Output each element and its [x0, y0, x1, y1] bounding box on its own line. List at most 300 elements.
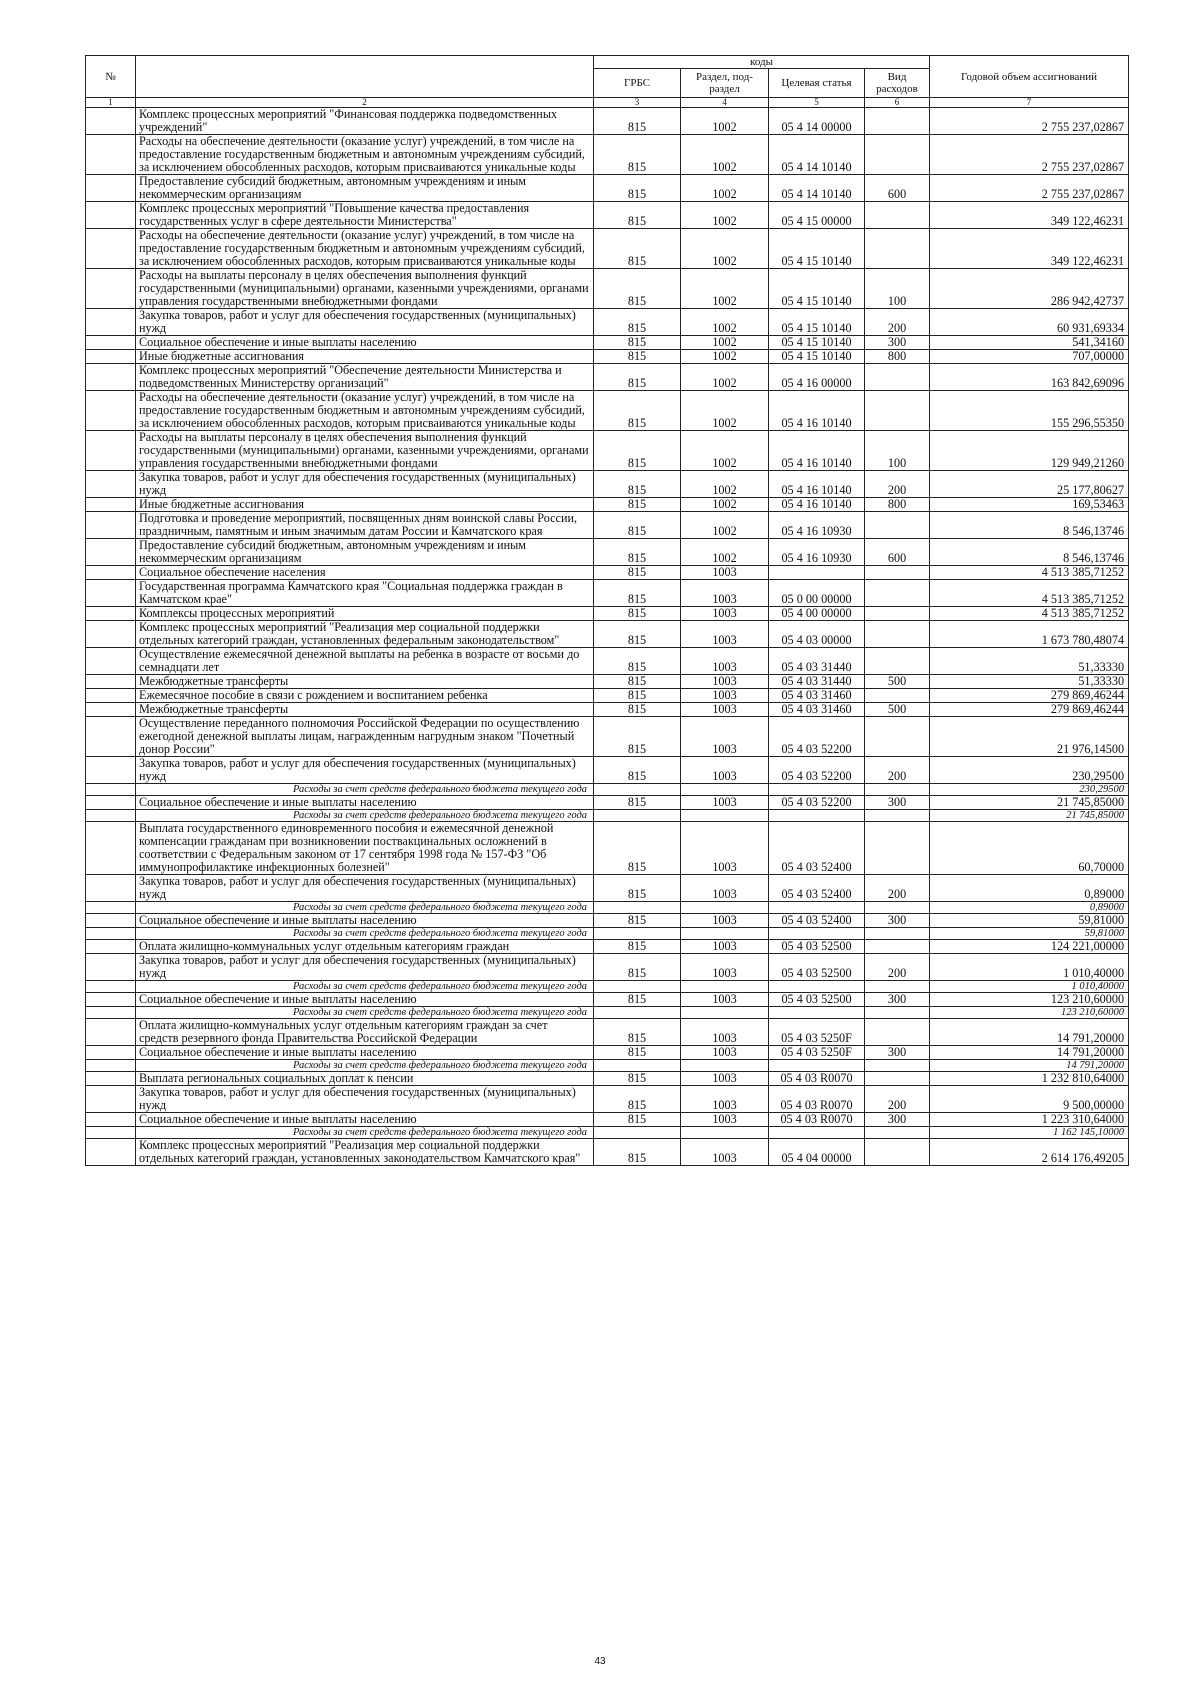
row-vid-rashodov — [865, 1007, 930, 1019]
row-number-cell — [86, 202, 136, 229]
row-razdel: 1003 — [681, 914, 769, 928]
row-annual-sum: 8 546,13746 — [930, 539, 1129, 566]
header-col-7: 7 — [930, 98, 1129, 108]
row-celevaya-statya: 05 4 03 R0070 — [769, 1072, 865, 1086]
table-header — [86, 56, 1129, 108]
row-celevaya-statya: 05 4 03 52200 — [769, 796, 865, 810]
row-name: Закупка товаров, работ и услуг для обеспечения государственных (муниципальных) нужд — [136, 757, 594, 784]
row-annual-sum: 1 010,40000 — [930, 954, 1129, 981]
row-celevaya-statya: 05 4 03 52500 — [769, 993, 865, 1007]
row-annual-sum: 349 122,46231 — [930, 202, 1129, 229]
row-grbs: 815 — [594, 1019, 681, 1046]
table-row — [86, 607, 1129, 621]
row-razdel — [681, 784, 769, 796]
row-name: Социальное обеспечение и иные выплаты населению — [136, 1113, 594, 1127]
row-number-cell — [86, 229, 136, 269]
row-grbs: 815 — [594, 512, 681, 539]
row-number-cell — [86, 822, 136, 875]
row-grbs: 815 — [594, 940, 681, 954]
row-annual-sum: 123 210,60000 — [930, 993, 1129, 1007]
header-col-4: 4 — [681, 98, 769, 108]
row-vid-rashodov: 300 — [865, 1046, 930, 1060]
row-number-cell — [86, 875, 136, 902]
row-grbs: 815 — [594, 269, 681, 309]
header-name-blank — [136, 56, 594, 98]
table-row — [86, 431, 1129, 471]
row-name: Комплекс процессных мероприятий "Реализация мер социальной поддержки отдельных категорий граждан, установленных законодательством Камчатского края" — [136, 1139, 594, 1166]
row-number-cell — [86, 689, 136, 703]
row-number-cell — [86, 757, 136, 784]
row-razdel: 1002 — [681, 229, 769, 269]
row-grbs: 815 — [594, 621, 681, 648]
table-row — [86, 108, 1129, 135]
row-grbs: 815 — [594, 1072, 681, 1086]
table-row — [86, 648, 1129, 675]
row-number-cell — [86, 717, 136, 757]
row-vid-rashodov: 300 — [865, 914, 930, 928]
row-celevaya-statya: 05 4 15 10140 — [769, 336, 865, 350]
row-razdel: 1002 — [681, 512, 769, 539]
table-row — [86, 621, 1129, 648]
row-razdel: 1002 — [681, 175, 769, 202]
row-celevaya-statya: 05 4 16 00000 — [769, 364, 865, 391]
row-number-cell — [86, 350, 136, 364]
row-vid-rashodov: 600 — [865, 175, 930, 202]
table-row — [86, 703, 1129, 717]
row-name: Социальное обеспечение и иные выплаты населению — [136, 336, 594, 350]
row-name: Ежемесячное пособие в связи с рождением и воспитанием ребенка — [136, 689, 594, 703]
row-grbs: 815 — [594, 703, 681, 717]
row-razdel: 1003 — [681, 875, 769, 902]
row-razdel: 1002 — [681, 498, 769, 512]
row-celevaya-statya: 05 4 03 52200 — [769, 717, 865, 757]
row-grbs: 815 — [594, 202, 681, 229]
row-name: Расходы за счет средств федерального бюджета текущего года — [136, 1127, 594, 1139]
row-annual-sum: 60,70000 — [930, 822, 1129, 875]
row-razdel: 1003 — [681, 822, 769, 875]
table-row — [86, 940, 1129, 954]
row-vid-rashodov — [865, 1019, 930, 1046]
federal-budget-subrow — [86, 810, 1129, 822]
row-razdel: 1002 — [681, 431, 769, 471]
header-col-3: 3 — [594, 98, 681, 108]
row-number-cell — [86, 1113, 136, 1127]
row-razdel — [681, 981, 769, 993]
row-vid-rashodov — [865, 717, 930, 757]
row-grbs: 815 — [594, 391, 681, 431]
row-grbs: 815 — [594, 108, 681, 135]
header-column-numbers — [86, 98, 1129, 108]
row-vid-rashodov — [865, 1072, 930, 1086]
row-number-cell — [86, 498, 136, 512]
row-annual-sum: 123 210,60000 — [930, 1007, 1129, 1019]
row-annual-sum: 4 513 385,71252 — [930, 607, 1129, 621]
row-razdel: 1002 — [681, 269, 769, 309]
row-number-cell — [86, 175, 136, 202]
row-name: Социальное обеспечение и иные выплаты населению — [136, 993, 594, 1007]
row-razdel: 1003 — [681, 1046, 769, 1060]
row-grbs: 815 — [594, 717, 681, 757]
table-row — [86, 336, 1129, 350]
row-name: Расходы на выплаты персоналу в целях обеспечения выполнения функций государственными (муниципальными) органами, казенными учреждениями, органами управления государственными внебюджетными фондами — [136, 269, 594, 309]
row-razdel: 1003 — [681, 607, 769, 621]
row-grbs: 815 — [594, 914, 681, 928]
row-number-cell — [86, 810, 136, 822]
row-grbs: 815 — [594, 875, 681, 902]
row-vid-rashodov: 100 — [865, 431, 930, 471]
row-number-cell — [86, 135, 136, 175]
table-row — [86, 175, 1129, 202]
row-vid-rashodov — [865, 202, 930, 229]
row-annual-sum: 21 745,85000 — [930, 796, 1129, 810]
federal-budget-subrow — [86, 784, 1129, 796]
row-name: Расходы за счет средств федерального бюджета текущего года — [136, 928, 594, 940]
row-celevaya-statya: 05 4 16 10930 — [769, 539, 865, 566]
row-razdel: 1003 — [681, 940, 769, 954]
row-grbs: 815 — [594, 1086, 681, 1113]
row-grbs: 815 — [594, 954, 681, 981]
row-number-cell — [86, 675, 136, 689]
row-number-cell — [86, 1019, 136, 1046]
row-vid-rashodov — [865, 135, 930, 175]
row-grbs — [594, 1007, 681, 1019]
row-name: Расходы на обеспечение деятельности (оказание услуг) учреждений, в том числе на предоставление государственным бюджетным и автономным учреждениям субсидий, за исключением обособленных расходов, которым присваиваются уникальные коды — [136, 135, 594, 175]
header-col-5: 5 — [769, 98, 865, 108]
budget-table-sheet — [85, 55, 1128, 1166]
table-row — [86, 498, 1129, 512]
table-row — [86, 539, 1129, 566]
row-name: Выплата региональных социальных доплат к пенсии — [136, 1072, 594, 1086]
row-name: Осуществление ежемесячной денежной выплаты на ребенка в возрасте от восьми до семнадцати лет — [136, 648, 594, 675]
row-annual-sum: 2 755 237,02867 — [930, 135, 1129, 175]
row-vid-rashodov — [865, 108, 930, 135]
row-annual-sum: 279 869,46244 — [930, 703, 1129, 717]
table-row — [86, 309, 1129, 336]
row-name: Комплекс процессных мероприятий "Повышение качества предоставления государственных услуг в сфере деятельности Министерства" — [136, 202, 594, 229]
row-annual-sum: 14 791,20000 — [930, 1019, 1129, 1046]
row-number-cell — [86, 954, 136, 981]
row-number-cell — [86, 431, 136, 471]
row-grbs: 815 — [594, 336, 681, 350]
row-grbs: 815 — [594, 675, 681, 689]
row-vid-rashodov: 500 — [865, 703, 930, 717]
table-row — [86, 580, 1129, 607]
row-razdel: 1003 — [681, 757, 769, 784]
row-grbs: 815 — [594, 175, 681, 202]
header-grbs: ГРБС — [594, 69, 681, 98]
row-grbs: 815 — [594, 993, 681, 1007]
row-razdel — [681, 928, 769, 940]
row-name: Расходы на выплаты персоналу в целях обеспечения выполнения функций государственными (муниципальными) органами, казенными учреждениями, органами управления государственными внебюджетными фондами — [136, 431, 594, 471]
row-grbs: 815 — [594, 607, 681, 621]
row-celevaya-statya: 05 4 16 10930 — [769, 512, 865, 539]
row-grbs — [594, 1127, 681, 1139]
row-celevaya-statya: 05 4 03 52200 — [769, 757, 865, 784]
row-name: Предоставление субсидий бюджетным, автономным учреждениям и иным некоммерческим организациям — [136, 539, 594, 566]
row-vid-rashodov: 500 — [865, 675, 930, 689]
row-number-cell — [86, 539, 136, 566]
row-grbs: 815 — [594, 135, 681, 175]
row-grbs: 815 — [594, 1113, 681, 1127]
row-name: Закупка товаров, работ и услуг для обеспечения государственных (муниципальных) нужд — [136, 1086, 594, 1113]
row-vid-rashodov: 300 — [865, 336, 930, 350]
row-number-cell — [86, 703, 136, 717]
row-number-cell — [86, 364, 136, 391]
row-celevaya-statya: 05 4 03 52500 — [769, 954, 865, 981]
table-row — [86, 471, 1129, 498]
table-row — [86, 1046, 1129, 1060]
row-annual-sum: 286 942,42737 — [930, 269, 1129, 309]
row-celevaya-statya: 05 4 03 52400 — [769, 875, 865, 902]
row-celevaya-statya — [769, 566, 865, 580]
row-vid-rashodov: 800 — [865, 350, 930, 364]
row-celevaya-statya — [769, 784, 865, 796]
row-razdel: 1002 — [681, 336, 769, 350]
row-annual-sum: 707,00000 — [930, 350, 1129, 364]
row-number-cell — [86, 1127, 136, 1139]
row-number-cell — [86, 309, 136, 336]
row-name: Социальное обеспечение и иные выплаты населению — [136, 796, 594, 810]
row-celevaya-statya: 05 4 15 10140 — [769, 229, 865, 269]
row-vid-rashodov — [865, 364, 930, 391]
row-number-cell — [86, 1072, 136, 1086]
row-grbs: 815 — [594, 431, 681, 471]
row-vid-rashodov: 100 — [865, 269, 930, 309]
row-name: Социальное обеспечение и иные выплаты населению — [136, 914, 594, 928]
row-annual-sum: 0,89000 — [930, 875, 1129, 902]
row-vid-rashodov — [865, 391, 930, 431]
row-celevaya-statya: 05 4 15 10140 — [769, 269, 865, 309]
row-razdel — [681, 810, 769, 822]
row-annual-sum: 129 949,21260 — [930, 431, 1129, 471]
row-grbs: 815 — [594, 566, 681, 580]
table-row — [86, 914, 1129, 928]
row-name: Расходы на обеспечение деятельности (оказание услуг) учреждений, в том числе на предоставление государственным бюджетным и автономным учреждениям субсидий, за исключением обособленных расходов, которым присваиваются уникальные коды — [136, 229, 594, 269]
row-grbs — [594, 784, 681, 796]
row-name: Осуществление переданного полномочия Российской Федерации по осуществлению ежегодной денежной выплаты лицам, награжденным нагрудным знаком "Почетный донор России" — [136, 717, 594, 757]
row-name: Закупка товаров, работ и услуг для обеспечения государственных (муниципальных) нужд — [136, 875, 594, 902]
row-grbs: 815 — [594, 1046, 681, 1060]
header-celevaya: Целевая статья — [769, 69, 865, 98]
table-row — [86, 1139, 1129, 1166]
row-annual-sum: 4 513 385,71252 — [930, 566, 1129, 580]
row-vid-rashodov — [865, 229, 930, 269]
row-grbs: 815 — [594, 822, 681, 875]
row-annual-sum: 14 791,20000 — [930, 1060, 1129, 1072]
federal-budget-subrow — [86, 1007, 1129, 1019]
row-annual-sum: 51,33330 — [930, 648, 1129, 675]
table-row — [86, 135, 1129, 175]
row-celevaya-statya: 05 4 16 10140 — [769, 391, 865, 431]
row-celevaya-statya: 05 4 14 10140 — [769, 175, 865, 202]
row-annual-sum: 2 755 237,02867 — [930, 175, 1129, 202]
row-celevaya-statya: 05 4 16 10140 — [769, 471, 865, 498]
row-number-cell — [86, 1139, 136, 1166]
row-number-cell — [86, 1046, 136, 1060]
row-name: Межбюджетные трансферты — [136, 703, 594, 717]
row-grbs: 815 — [594, 350, 681, 364]
table-row — [86, 202, 1129, 229]
row-grbs — [594, 981, 681, 993]
table-row — [86, 796, 1129, 810]
row-celevaya-statya: 05 4 03 52500 — [769, 940, 865, 954]
row-celevaya-statya: 05 4 03 5250F — [769, 1019, 865, 1046]
row-razdel: 1002 — [681, 471, 769, 498]
table-row — [86, 566, 1129, 580]
row-number-cell — [86, 928, 136, 940]
row-name: Предоставление субсидий бюджетным, автономным учреждениям и иным некоммерческим организациям — [136, 175, 594, 202]
row-annual-sum: 25 177,80627 — [930, 471, 1129, 498]
header-col-1: 1 — [86, 98, 136, 108]
row-vid-rashodov — [865, 689, 930, 703]
row-name: Социальное обеспечение населения — [136, 566, 594, 580]
row-name: Подготовка и проведение мероприятий, посвященных дням воинской славы России, праздничным, памятным и иным значимым датам России и Камчатского края — [136, 512, 594, 539]
row-name: Выплата государственного единовременного пособия и ежемесячной денежной компенсации гражданам при возникновении поствакцинальных осложнений в соответствии с Федеральным законом от 17 сентября 1998 года № 157-ФЗ "Об иммунопрофилактике инфекционных болезней" — [136, 822, 594, 875]
row-annual-sum: 124 221,00000 — [930, 940, 1129, 954]
row-celevaya-statya: 05 4 00 00000 — [769, 607, 865, 621]
row-vid-rashodov: 200 — [865, 471, 930, 498]
row-vid-rashodov — [865, 928, 930, 940]
federal-budget-subrow — [86, 902, 1129, 914]
row-razdel: 1003 — [681, 566, 769, 580]
row-celevaya-statya: 05 4 03 52400 — [769, 914, 865, 928]
row-grbs — [594, 1060, 681, 1072]
row-name: Закупка товаров, работ и услуг для обеспечения государственных (муниципальных) нужд — [136, 954, 594, 981]
row-razdel: 1002 — [681, 202, 769, 229]
table-row — [86, 391, 1129, 431]
row-grbs — [594, 810, 681, 822]
row-celevaya-statya: 05 4 03 31460 — [769, 703, 865, 717]
row-razdel: 1003 — [681, 675, 769, 689]
row-annual-sum: 21 745,85000 — [930, 810, 1129, 822]
row-vid-rashodov: 200 — [865, 1086, 930, 1113]
row-grbs: 815 — [594, 229, 681, 269]
table-row — [86, 875, 1129, 902]
row-number-cell — [86, 784, 136, 796]
row-annual-sum: 230,29500 — [930, 784, 1129, 796]
row-annual-sum: 59,81000 — [930, 914, 1129, 928]
row-number-cell — [86, 108, 136, 135]
row-razdel: 1003 — [681, 648, 769, 675]
row-razdel: 1003 — [681, 621, 769, 648]
row-celevaya-statya: 05 4 03 52400 — [769, 822, 865, 875]
table-row — [86, 1086, 1129, 1113]
row-razdel: 1002 — [681, 539, 769, 566]
row-celevaya-statya: 05 4 03 31460 — [769, 689, 865, 703]
row-name: Государственная программа Камчатского края "Социальная поддержка граждан в Камчатском крае" — [136, 580, 594, 607]
row-annual-sum: 230,29500 — [930, 757, 1129, 784]
row-grbs — [594, 928, 681, 940]
row-grbs: 815 — [594, 648, 681, 675]
row-name: Расходы за счет средств федерального бюджета текущего года — [136, 981, 594, 993]
row-vid-rashodov — [865, 621, 930, 648]
row-vid-rashodov — [865, 784, 930, 796]
row-celevaya-statya: 05 4 03 R0070 — [769, 1113, 865, 1127]
row-annual-sum: 541,34160 — [930, 336, 1129, 350]
row-annual-sum: 155 296,55350 — [930, 391, 1129, 431]
table-row — [86, 512, 1129, 539]
row-celevaya-statya — [769, 1127, 865, 1139]
row-name: Расходы за счет средств федерального бюджета текущего года — [136, 1007, 594, 1019]
row-number-cell — [86, 512, 136, 539]
row-number-cell — [86, 981, 136, 993]
row-razdel: 1003 — [681, 717, 769, 757]
table-row — [86, 1113, 1129, 1127]
table-body — [86, 108, 1129, 1166]
row-annual-sum: 60 931,69334 — [930, 309, 1129, 336]
row-number-cell — [86, 566, 136, 580]
row-vid-rashodov: 200 — [865, 309, 930, 336]
row-razdel: 1003 — [681, 689, 769, 703]
row-grbs: 815 — [594, 498, 681, 512]
row-annual-sum: 1 010,40000 — [930, 981, 1129, 993]
header-number: № — [86, 56, 136, 98]
row-annual-sum: 1 673 780,48074 — [930, 621, 1129, 648]
row-number-cell — [86, 648, 136, 675]
federal-budget-subrow — [86, 1060, 1129, 1072]
row-razdel — [681, 1060, 769, 1072]
row-grbs — [594, 902, 681, 914]
row-number-cell — [86, 796, 136, 810]
row-vid-rashodov: 800 — [865, 498, 930, 512]
row-number-cell — [86, 940, 136, 954]
row-grbs: 815 — [594, 364, 681, 391]
row-annual-sum: 279 869,46244 — [930, 689, 1129, 703]
table-row — [86, 364, 1129, 391]
row-celevaya-statya — [769, 981, 865, 993]
row-name: Межбюджетные трансферты — [136, 675, 594, 689]
row-annual-sum: 8 546,13746 — [930, 512, 1129, 539]
row-celevaya-statya: 05 4 14 00000 — [769, 108, 865, 135]
row-celevaya-statya — [769, 902, 865, 914]
header-vid: Вид расходов — [865, 69, 930, 98]
row-annual-sum: 169,53463 — [930, 498, 1129, 512]
row-annual-sum: 14 791,20000 — [930, 1046, 1129, 1060]
table-row — [86, 229, 1129, 269]
row-vid-rashodov: 600 — [865, 539, 930, 566]
row-vid-rashodov: 200 — [865, 757, 930, 784]
row-number-cell — [86, 580, 136, 607]
row-vid-rashodov — [865, 648, 930, 675]
row-vid-rashodov: 300 — [865, 796, 930, 810]
table-row — [86, 1072, 1129, 1086]
row-vid-rashodov — [865, 607, 930, 621]
row-celevaya-statya — [769, 928, 865, 940]
row-vid-rashodov — [865, 940, 930, 954]
budget-table — [85, 55, 1129, 1166]
header-col-6: 6 — [865, 98, 930, 108]
row-vid-rashodov — [865, 810, 930, 822]
row-razdel: 1003 — [681, 1113, 769, 1127]
row-razdel — [681, 1007, 769, 1019]
row-name: Расходы за счет средств федерального бюджета текущего года — [136, 810, 594, 822]
row-razdel: 1003 — [681, 580, 769, 607]
row-name: Расходы за счет средств федерального бюджета текущего года — [136, 902, 594, 914]
table-row — [86, 675, 1129, 689]
row-celevaya-statya — [769, 810, 865, 822]
row-name: Закупка товаров, работ и услуг для обеспечения государственных (муниципальных) нужд — [136, 309, 594, 336]
row-name: Оплата жилищно-коммунальных услуг отдельным категориям граждан — [136, 940, 594, 954]
row-razdel: 1002 — [681, 135, 769, 175]
row-vid-rashodov: 200 — [865, 875, 930, 902]
row-celevaya-statya: 05 4 03 31440 — [769, 648, 865, 675]
federal-budget-subrow — [86, 981, 1129, 993]
header-razdel: Раздел, под-раздел — [681, 69, 769, 98]
row-annual-sum: 51,33330 — [930, 675, 1129, 689]
row-celevaya-statya: 05 4 14 10140 — [769, 135, 865, 175]
row-number-cell — [86, 1086, 136, 1113]
row-name: Комплекс процессных мероприятий "Финансовая поддержка подведомственных учреждений" — [136, 108, 594, 135]
